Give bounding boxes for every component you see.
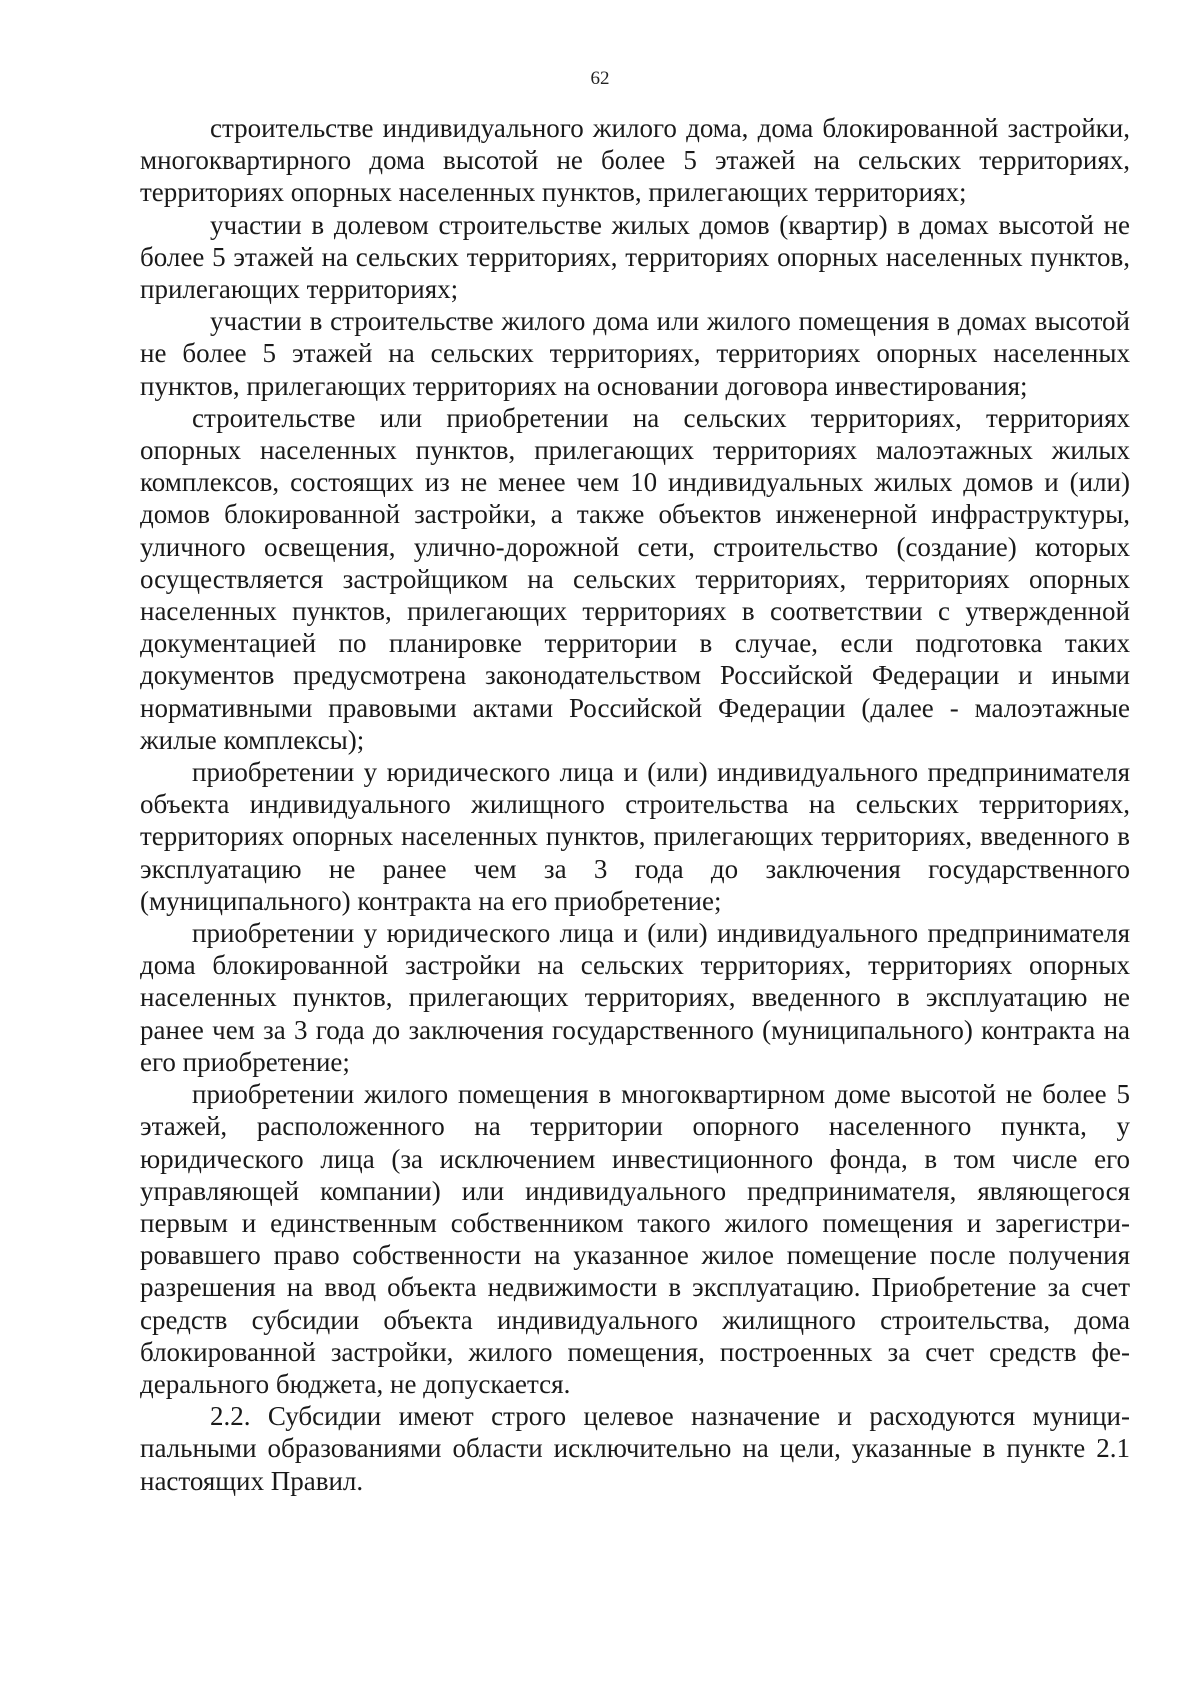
paragraph-1: строительстве индивидуального жилого дома, дома блокированной застройки, многоквартирного дома высотой не более 5 этажей на сельских территориях, территориях опорных населенных пунктов, прилегающих территориях;	[140, 113, 1130, 208]
paragraph-5: приобретении у юридического лица и (или) индивидуального предпринимателя объекта индивидуального жилищного строительства на сельских территориях, территориях опорных населенных пунктов, прилегающих территориях, введенного в эксплуатацию не ранее чем за 3 года до заключения государственного (муниципального) контракта на его приобретение;	[140, 757, 1130, 916]
paragraph-6: приобретении у юридического лица и (или) индивидуального предпринимателя дома блокированной застройки на сельских территориях, территориях опорных населенных пунктов, прилегающих территориях, введенного в эксплуатацию не ранее чем за 3 года до заключения государственного (муниципального) контракта на его приобретение;	[140, 918, 1130, 1077]
document-body	[140, 112, 1130, 1497]
page-number: 62	[590, 68, 610, 89]
paragraph-7: приобретении жилого помещения в многоквартирном доме высотой не более 5 этажей, расположенного на территории опорного населенного пункта, у юридического лица (за исключением инвестиционного фонда, в том числе его управляющей компании) или индивидуального предпринимателя, являющегося первым и единственным собственником такого жилого помещения и зарегистрировавшего право собственности на указанное жилое помещение после получения разрешения на ввод объекта недвижимости в эксплуатацию. Приобретение за счет средств субсидии объекта индивидуального жилищного строительства, дома блокированной застройки, жилого помещения, построенных за счет средств федерального бюджета, не допускается.	[140, 1079, 1130, 1399]
paragraph-2: участии в долевом строительстве жилых домов (квартир) в домах высотой не более 5 этажей на сельских территориях, территориях опорных населенных пунктов, прилегающих территориях;	[140, 209, 1130, 305]
paragraph-3: участии в строительстве жилого дома или жилого помещения в домах высотой не более 5 этажей на сельских территориях, территориях опорных населенных пунктов, прилегающих территориях на основании договора инвестирования;	[140, 306, 1130, 401]
paragraph-8: 2.2. Субсидии имеют строго целевое назначение и расходуются муниципальными образованиями области исключительно на цели, указанные в пункте 2.1 настоящих Правил.	[140, 1401, 1130, 1496]
paragraph-4: строительстве или приобретении на сельских территориях, территориях опорных населенных пунктов, прилегающих территориях малоэтажных жилых комплексов, состоящих из не менее чем 10 индивидуальных жилых домов и (или) домов блокированной застройки, а также объектов инженерной инфраструктуры, уличного освещения, улично-дорожной сети, строительство (создание) которых осуществляется застройщиком на сельских территориях, территориях опорных населенных пунктов, прилегающих территориях в соответствии с утвержденной документацией по планировке территории в случае, если подготовка таких документов предусмотрена законодательством Российской Федерации и иными нормативными правовыми актами Российской Федерации (далее - малоэтажные жилые комплексы);	[140, 402, 1130, 755]
